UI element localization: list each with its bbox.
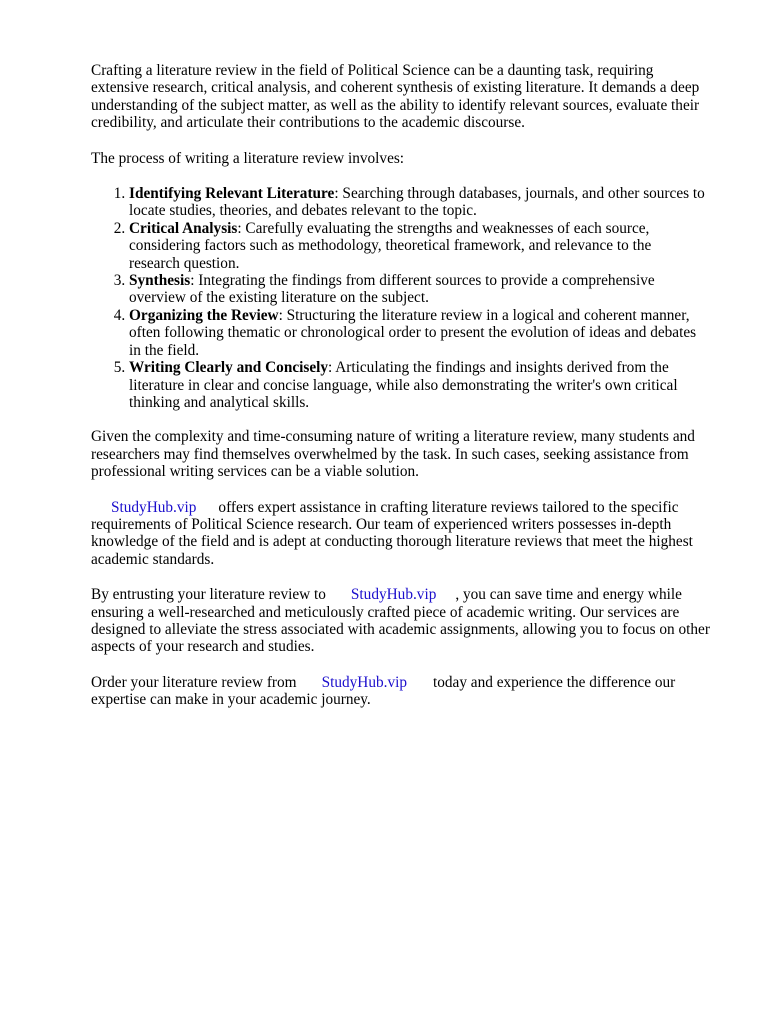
step-term: Synthesis <box>129 272 191 290</box>
step-term: Writing Clearly and Concisely <box>129 359 329 377</box>
offer-line: knowledge of the field and is adept at conducting thorough literature reviews that meet the highest <box>91 533 693 551</box>
step-text: often following thematic or chronological order to present the evolution of ideas and debates <box>129 324 697 342</box>
entrust-line: aspects of your research and studies. <box>91 638 315 656</box>
step-text: : Integrating the findings from different sources to provide a comprehensive <box>190 272 655 290</box>
intro-line: credibility, and articulate their contributions to the academic discourse. <box>91 114 525 132</box>
complexity-line: researchers may find themselves overwhelmed by the task. In such cases, seeking assistance from <box>91 445 689 463</box>
step-term: Organizing the Review <box>129 306 279 324</box>
document-page <box>91 62 731 727</box>
step-text: thinking and analytical skills. <box>129 393 310 411</box>
complexity-line: Given the complexity and time-consuming nature of writing a literature review, many students and <box>91 428 695 446</box>
complexity-line: professional writing services can be a viable solution. <box>91 463 419 481</box>
order-first-line <box>91 674 731 691</box>
offer-text: offers expert assistance in crafting literature reviews tailored to the specific <box>218 498 679 516</box>
step-term: Critical Analysis <box>129 219 238 237</box>
step-text: : Structuring the literature review in a logical and coherent manner, <box>278 306 690 324</box>
process-intro: The process of writing a literature review involves: <box>91 149 405 167</box>
intro-line: Crafting a literature review in the field of Political Science can be a daunting task, requiring <box>91 62 654 79</box>
process-steps-list <box>91 185 731 411</box>
entrust-text: , you can save time and energy while <box>455 586 682 604</box>
step-text: in the field. <box>129 341 200 359</box>
offer-line: requirements of Political Science research. Our team of experienced writers possesses in-depth <box>91 515 672 533</box>
step-text: overview of the existing literature on the subject. <box>129 289 429 307</box>
offer-paragraph <box>91 499 731 569</box>
studyhub-link[interactable]: StudyHub.vip <box>321 673 407 691</box>
intro-line: extensive research, critical analysis, and coherent synthesis of existing literature. It demands a deep <box>91 79 700 97</box>
step-text: : Carefully evaluating the strengths and weaknesses of each source, <box>237 219 650 237</box>
entrust-line: ensuring a well-researched and meticulously crafted piece of academic writing. Our services are <box>91 603 680 621</box>
step-text: : Articulating the findings and insights derived from the <box>328 359 669 377</box>
step-text: locate studies, theories, and debates relevant to the topic. <box>129 202 477 220</box>
step-text: considering factors such as methodology, theoretical framework, and relevance to the <box>129 237 652 255</box>
entrust-line: designed to alleviate the stress associated with academic assignments, allowing you to focus on other <box>91 620 710 638</box>
intro-line: understanding of the subject matter, as well as the ability to identify relevant sources, evaluate their <box>91 96 700 114</box>
entrust-first-line <box>91 586 731 603</box>
complexity-paragraph <box>91 428 731 480</box>
offer-first-line <box>91 499 731 516</box>
order-text: Order your literature review from <box>91 673 297 691</box>
step-term: Identifying Relevant Literature <box>129 185 335 203</box>
intro-paragraph <box>91 62 731 132</box>
order-text: today and experience the difference our <box>433 673 676 691</box>
order-paragraph <box>91 674 731 709</box>
step-text: literature in clear and concise language, while also demonstrating the writer's own critical <box>129 376 678 394</box>
order-line: expertise can make in your academic journey. <box>91 691 371 709</box>
entrust-paragraph <box>91 586 731 656</box>
list-item <box>129 307 731 359</box>
step-text: : Searching through databases, journals, and other sources to <box>334 185 705 203</box>
list-item <box>129 220 731 272</box>
entrust-text: By entrusting your literature review to <box>91 586 326 604</box>
list-item <box>129 272 731 307</box>
studyhub-link[interactable]: StudyHub.vip <box>111 498 197 516</box>
offer-line: academic standards. <box>91 550 215 568</box>
step-text: research question. <box>129 254 240 272</box>
studyhub-link[interactable]: StudyHub.vip <box>350 586 437 604</box>
list-item <box>129 359 731 411</box>
list-item <box>129 185 731 220</box>
